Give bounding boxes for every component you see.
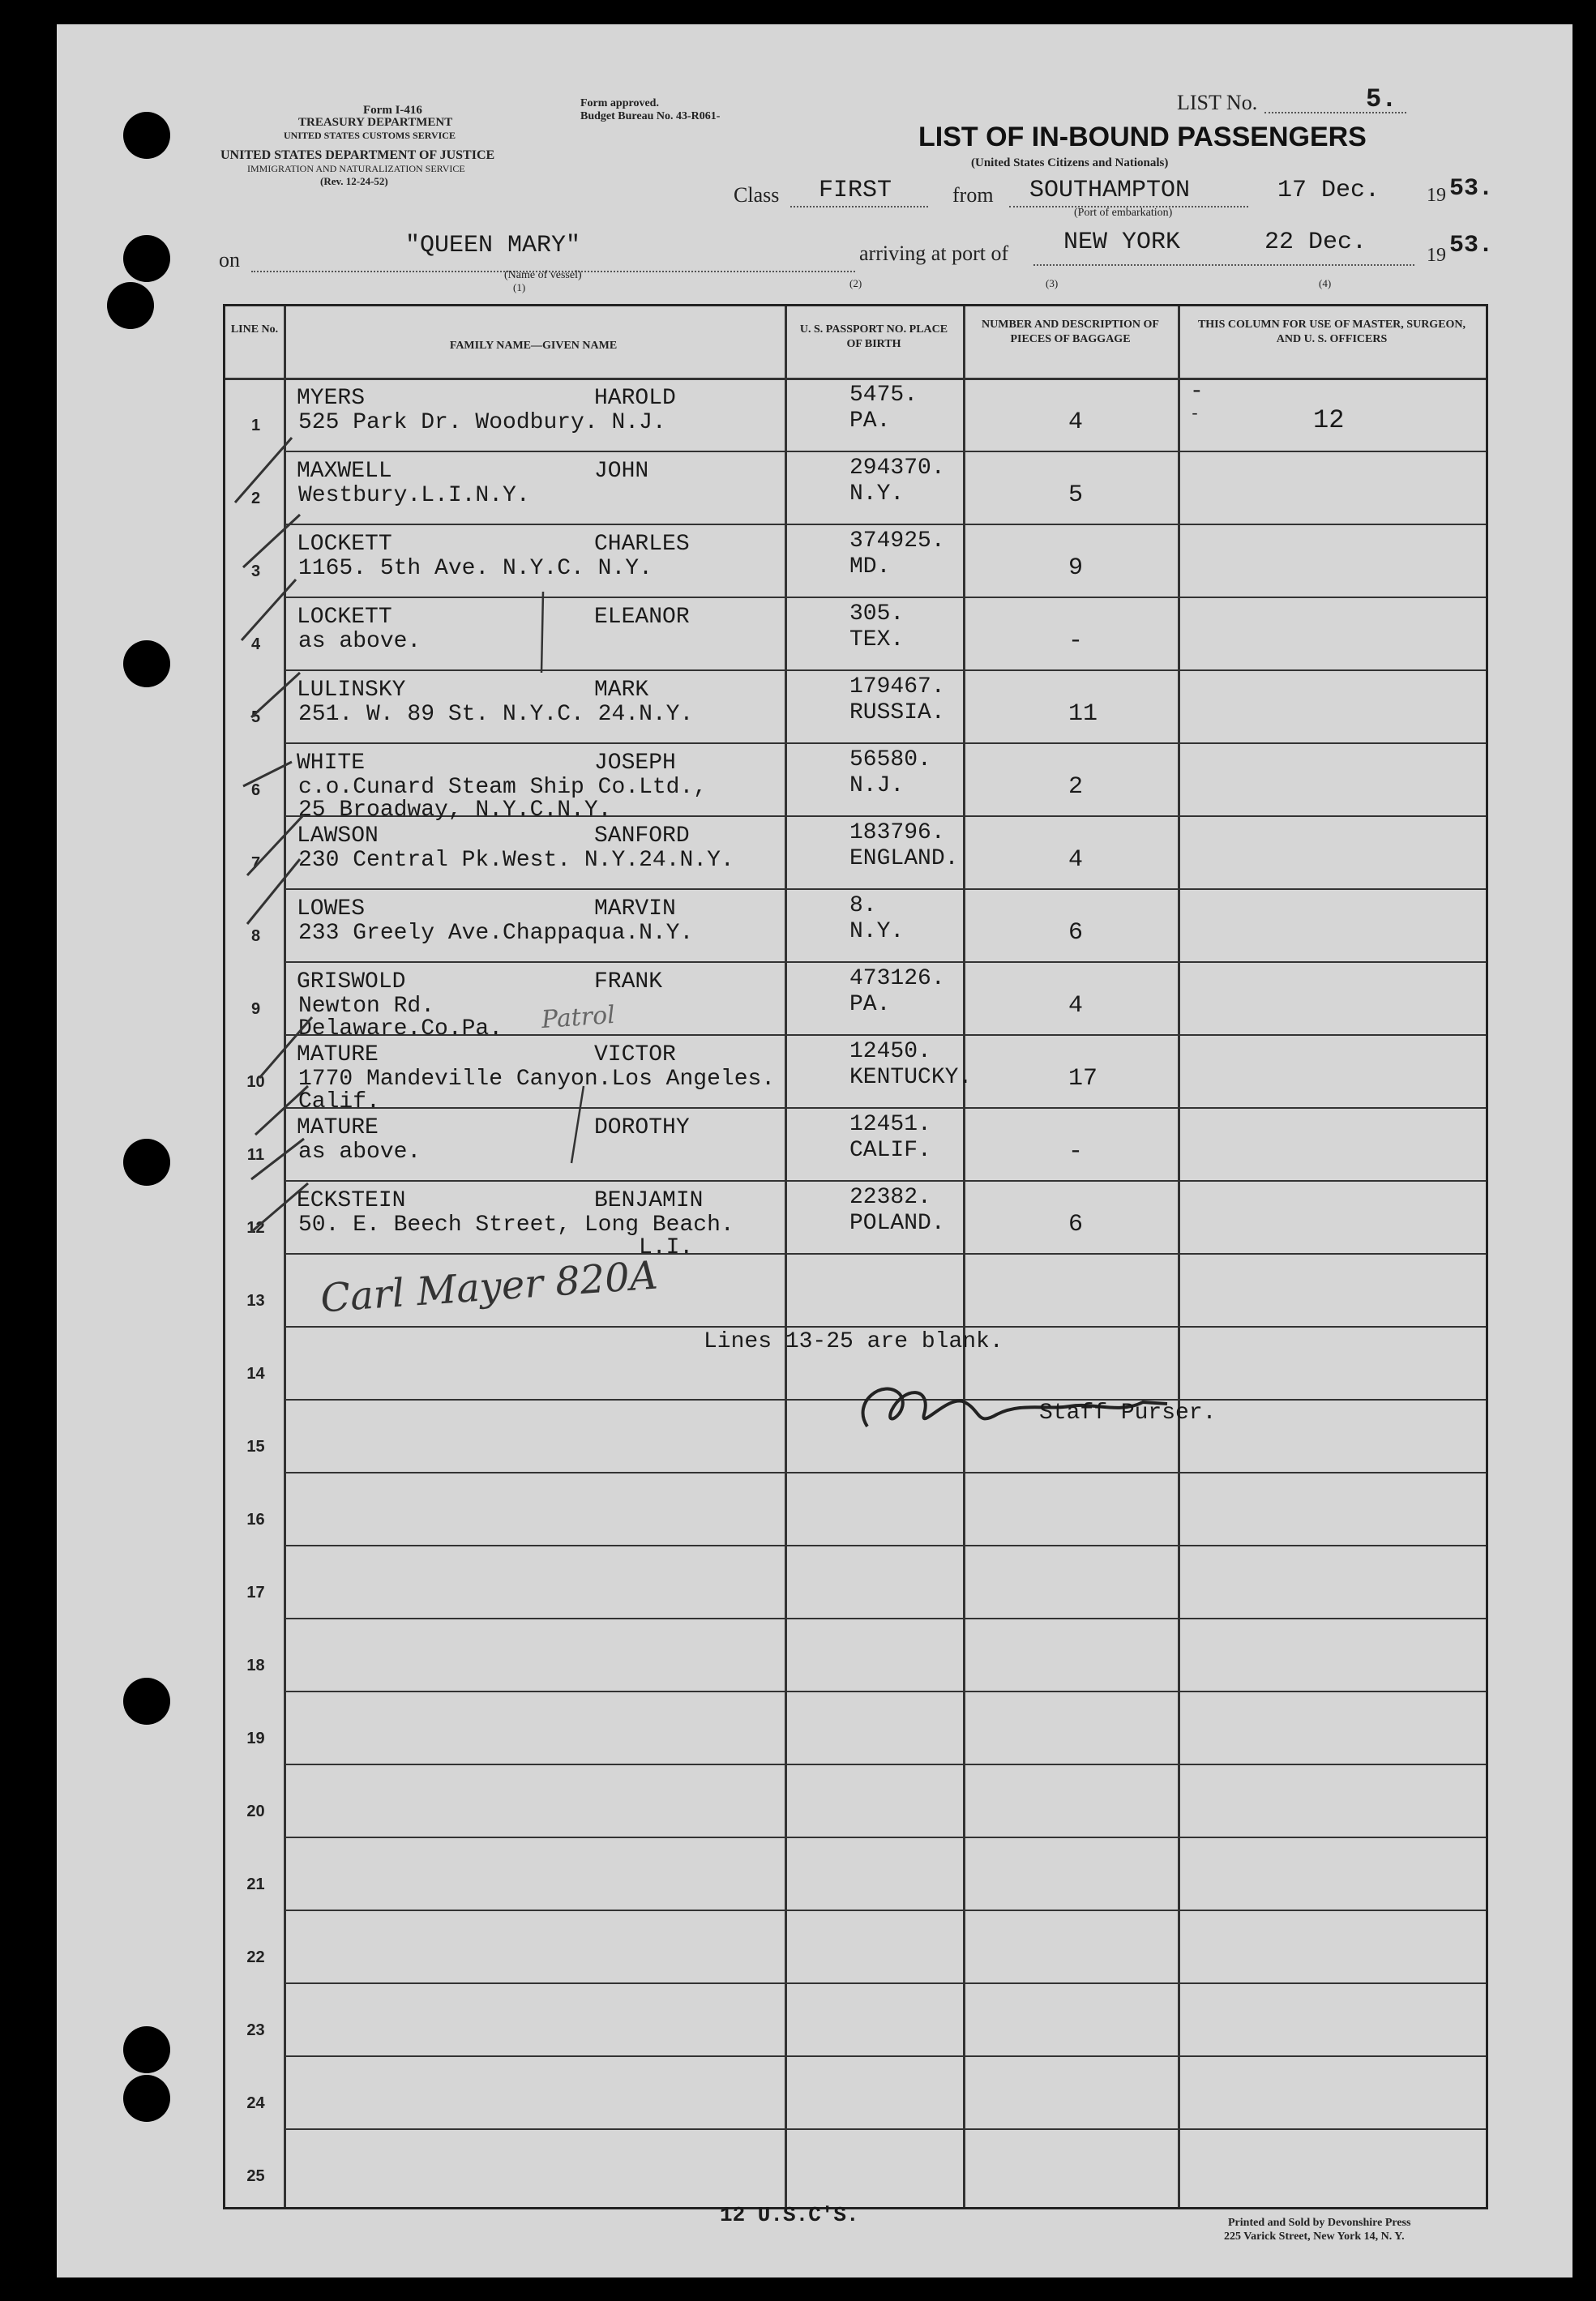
place-of-birth: TEX. <box>849 627 905 652</box>
baggage-count: - <box>1068 1138 1084 1165</box>
address-line: L.I. <box>639 1235 694 1260</box>
baggage-count: 11 <box>1068 700 1098 728</box>
form-approved: Form approved. <box>580 97 659 109</box>
address-line: 233 Greely Ave.Chappaqua.N.Y. <box>298 921 694 946</box>
passport-number: 294370. <box>849 455 945 481</box>
row-rule <box>286 1764 1486 1765</box>
line-number: 10 <box>246 1073 265 1091</box>
address-line: c.o.Cunard Steam Ship Co.Ltd., <box>298 775 708 800</box>
form-title: LIST OF IN-BOUND PASSENGERS <box>918 122 1367 152</box>
given-name: VICTOR <box>594 1042 676 1067</box>
passenger-row <box>225 528 1486 601</box>
row-rule <box>286 1618 1486 1619</box>
from-label: from <box>952 183 994 207</box>
port-embarkation-note: (Port of embarkation) <box>1074 207 1173 219</box>
passenger-row <box>225 455 1486 528</box>
passport-number: 5475. <box>849 383 918 408</box>
row-rule <box>286 1545 1486 1546</box>
family-name: LAWSON <box>297 823 379 849</box>
passenger-row <box>225 601 1486 674</box>
given-name: JOHN <box>594 459 649 484</box>
blank-lines-note: Lines 13-25 are blank. <box>704 1329 1003 1354</box>
line-number: 11 <box>246 1146 265 1164</box>
line-number: 15 <box>246 1438 265 1456</box>
officer-dash: - <box>1190 405 1200 424</box>
row-marks <box>519 559 616 1175</box>
arrival-port: NEW YORK <box>1063 229 1181 256</box>
binder-hole <box>123 235 170 282</box>
address-line: Newton Rd. <box>298 994 435 1019</box>
line-number: 1 <box>250 417 261 434</box>
passport-number: 22382. <box>849 1185 931 1210</box>
baggage-count: 6 <box>1068 1211 1084 1238</box>
treasury-label: TREASURY DEPARTMENT <box>298 116 453 129</box>
given-name: FRANK <box>594 969 663 994</box>
passenger-table <box>223 304 1488 2209</box>
line-number: 20 <box>246 1803 265 1820</box>
on-label: on <box>219 248 240 272</box>
row-rule <box>286 2055 1486 2057</box>
given-name: SANFORD <box>594 823 690 849</box>
officer-dash: - <box>1190 379 1204 404</box>
passport-number: 183796. <box>849 820 945 845</box>
place-of-birth: POLAND. <box>849 1211 945 1236</box>
line-number: 23 <box>246 2021 265 2039</box>
line-number: 14 <box>246 1365 265 1383</box>
passenger-row <box>225 893 1486 965</box>
row-rule <box>286 1472 1486 1473</box>
place-of-birth: PA. <box>849 992 891 1017</box>
line-number: 7 <box>250 854 261 872</box>
baggage-header: NUMBER AND DESCRIPTION OF PIECES OF BAGGAGE <box>982 319 1159 345</box>
passport-number: 179467. <box>849 674 945 699</box>
passenger-row <box>225 820 1486 892</box>
baggage-count: - <box>1068 627 1084 655</box>
class-underline <box>790 206 928 207</box>
revision-label: (Rev. 12-24-52) <box>320 175 388 187</box>
passport-number: 305. <box>849 601 905 627</box>
family-name: LOCKETT <box>297 605 392 630</box>
officer-mark: 12 <box>1313 405 1345 435</box>
family-name: MATURE <box>297 1042 379 1067</box>
family-name: LOCKETT <box>297 532 392 557</box>
binder-hole <box>123 2026 170 2073</box>
given-name: BENJAMIN <box>594 1188 704 1213</box>
baggage-count: 2 <box>1068 773 1084 801</box>
passport-number: 12450. <box>849 1039 931 1064</box>
place-of-birth: RUSSIA. <box>849 700 945 725</box>
family-name: MYERS <box>297 386 366 411</box>
year-suffix-2: 53. <box>1449 232 1494 259</box>
line-number: 21 <box>246 1875 265 1893</box>
officers-header: THIS COLUMN FOR USE OF MASTER, SURGEON, AND U. S. OFFICERS <box>1197 319 1466 345</box>
arriving-label: arriving at port of <box>859 242 1009 265</box>
baggage-count: 6 <box>1068 919 1084 947</box>
handwritten-patrol: Patrol <box>540 1000 616 1035</box>
place-of-birth: N.Y. <box>849 919 905 944</box>
list-number-value: 5. <box>1366 84 1397 114</box>
year-prefix-2: 19 <box>1427 245 1446 266</box>
line-number: 25 <box>246 2167 265 2185</box>
given-name: MARK <box>594 678 649 703</box>
line-number: 13 <box>246 1292 265 1310</box>
row-rule <box>286 2128 1486 2130</box>
baggage-count: 4 <box>1068 408 1084 436</box>
class-label: Class <box>734 183 780 207</box>
binder-hole <box>123 1139 170 1186</box>
place-of-birth: N.J. <box>849 773 905 798</box>
given-name: CHARLES <box>594 532 690 557</box>
passport-number: 56580. <box>849 747 931 772</box>
given-name: MARVIN <box>594 896 676 922</box>
baggage-count: 5 <box>1068 481 1084 509</box>
arrival-underline <box>1033 264 1414 266</box>
footer-uscs: 12 U.S.C'S. <box>720 2203 859 2227</box>
line-number: 5 <box>250 708 261 726</box>
col-number-4: (4) <box>1319 277 1332 289</box>
handwritten-signature-mayer: Carl Mayer 820A <box>319 1252 660 1322</box>
place-of-birth: PA. <box>849 408 891 434</box>
line-number: 4 <box>250 635 261 653</box>
line-number: 6 <box>250 781 261 799</box>
passenger-row <box>225 1112 1486 1184</box>
year-suffix-1: 53. <box>1449 175 1494 203</box>
passport-number: 8. <box>849 893 877 918</box>
family-name: GRISWOLD <box>297 969 406 994</box>
address-line: Westbury.L.I.N.Y. <box>298 483 530 508</box>
vessel-note: (Name of vessel) <box>504 269 582 281</box>
baggage-count: 4 <box>1068 846 1084 874</box>
line-no-header: LINE No. <box>230 323 279 336</box>
col-number-1: (1) <box>513 281 526 293</box>
row-rule <box>286 1326 1486 1328</box>
line-number: 2 <box>250 490 261 507</box>
given-name: ELEANOR <box>594 605 690 630</box>
baggage-count: 17 <box>1068 1065 1098 1093</box>
address-line: 230 Central Pk.West. N.Y.24.N.Y. <box>298 848 734 873</box>
family-name: LULINSKY <box>297 678 406 703</box>
passport-number: 374925. <box>849 528 945 554</box>
class-value: FIRST <box>819 177 892 204</box>
passenger-row <box>225 674 1486 746</box>
form-number: Form I-416 <box>363 104 422 117</box>
row-rule <box>286 1982 1486 1984</box>
name-header: FAMILY NAME—GIVEN NAME <box>449 340 618 352</box>
form-subtitle: (United States Citizens and Nationals) <box>971 156 1169 169</box>
address-line: as above. <box>298 1140 421 1165</box>
printer-line-1: Printed and Sold by Devonshire Press <box>1228 2217 1411 2229</box>
given-name: DOROTHY <box>594 1115 690 1140</box>
address-line: Calif. <box>298 1089 380 1114</box>
line-number: 16 <box>246 1511 265 1529</box>
col-number-2: (2) <box>849 277 862 289</box>
year-prefix-1: 19 <box>1427 185 1446 206</box>
address-line: 525 Park Dr. Woodbury. N.J. <box>298 410 666 435</box>
family-name: MATURE <box>297 1115 379 1140</box>
binder-hole <box>107 282 154 329</box>
list-number-label: LIST No. <box>1177 91 1258 114</box>
passenger-row <box>225 383 1486 455</box>
printer-line-2: 225 Varick Street, New York 14, N. Y. <box>1224 2230 1405 2243</box>
row-rule <box>286 1691 1486 1692</box>
place-of-birth: ENGLAND. <box>849 846 959 871</box>
line-number: 8 <box>250 927 261 945</box>
passenger-row <box>225 1185 1486 1260</box>
binder-hole <box>123 2075 170 2122</box>
address-line: as above. <box>298 629 421 654</box>
ins-label: IMMIGRATION AND NATURALIZATION SERVICE <box>247 163 465 174</box>
budget-bureau: Budget Bureau No. 43-R061- <box>580 110 721 122</box>
place-of-birth: KENTUCKY. <box>849 1065 973 1090</box>
place-of-birth: CALIF. <box>849 1138 931 1163</box>
departure-date: 17 Dec. <box>1277 177 1380 204</box>
line-number: 12 <box>246 1219 265 1237</box>
family-name: WHITE <box>297 751 366 776</box>
address-line: 25 Broadway, N.Y.C.N.Y. <box>298 798 612 823</box>
family-name: MAXWELL <box>297 459 392 484</box>
line-number: 19 <box>246 1730 265 1747</box>
given-name: HAROLD <box>594 386 676 411</box>
vessel-name: "QUEEN MARY" <box>405 232 581 259</box>
check-marks <box>219 405 357 1297</box>
arrival-date: 22 Dec. <box>1264 229 1367 256</box>
binder-hole <box>123 640 170 687</box>
from-value: SOUTHAMPTON <box>1029 177 1191 204</box>
given-name: JOSEPH <box>594 751 676 776</box>
address-line: 251. W. 89 St. N.Y.C. 24.N.Y. <box>298 702 694 727</box>
passenger-row <box>225 747 1486 823</box>
header-rule <box>225 378 1486 380</box>
binder-hole <box>123 112 170 159</box>
customs-label: UNITED STATES CUSTOMS SERVICE <box>284 130 456 141</box>
passenger-row <box>225 966 1486 1041</box>
baggage-count: 9 <box>1068 554 1084 582</box>
row-rule <box>286 1837 1486 1838</box>
family-name: LOWES <box>297 896 366 922</box>
line-number: 17 <box>246 1584 265 1602</box>
row-rule <box>286 1910 1486 1911</box>
place-of-birth: N.Y. <box>849 481 905 507</box>
line-number: 22 <box>246 1948 265 1966</box>
address-line: 1165. 5th Ave. N.Y.C. N.Y. <box>298 556 653 581</box>
address-line: 50. E. Beech Street, Long Beach. <box>298 1213 734 1238</box>
line-number: 9 <box>250 1000 261 1018</box>
place-of-birth: MD. <box>849 554 891 580</box>
family-name: ECKSTEIN <box>297 1188 406 1213</box>
passport-number: 473126. <box>849 966 945 991</box>
address-line: Delaware.Co.Pa. <box>298 1016 503 1041</box>
line-number: 18 <box>246 1657 265 1674</box>
line-number: 3 <box>250 562 261 580</box>
line-number: 24 <box>246 2094 265 2112</box>
col-number-3: (3) <box>1046 277 1059 289</box>
binder-hole <box>123 1678 170 1725</box>
passport-number: 12451. <box>849 1112 931 1137</box>
address-line: 1770 Mandeville Canyon.Los Angeles. <box>298 1067 776 1092</box>
justice-label: UNITED STATES DEPARTMENT OF JUSTICE <box>220 148 495 162</box>
staff-purser-label: Staff Purser. <box>1039 1401 1217 1426</box>
passenger-row <box>225 1039 1486 1114</box>
passport-header: U. S. PASSPORT NO. PLACE OF BIRTH <box>799 323 948 350</box>
baggage-count: 4 <box>1068 992 1084 1020</box>
